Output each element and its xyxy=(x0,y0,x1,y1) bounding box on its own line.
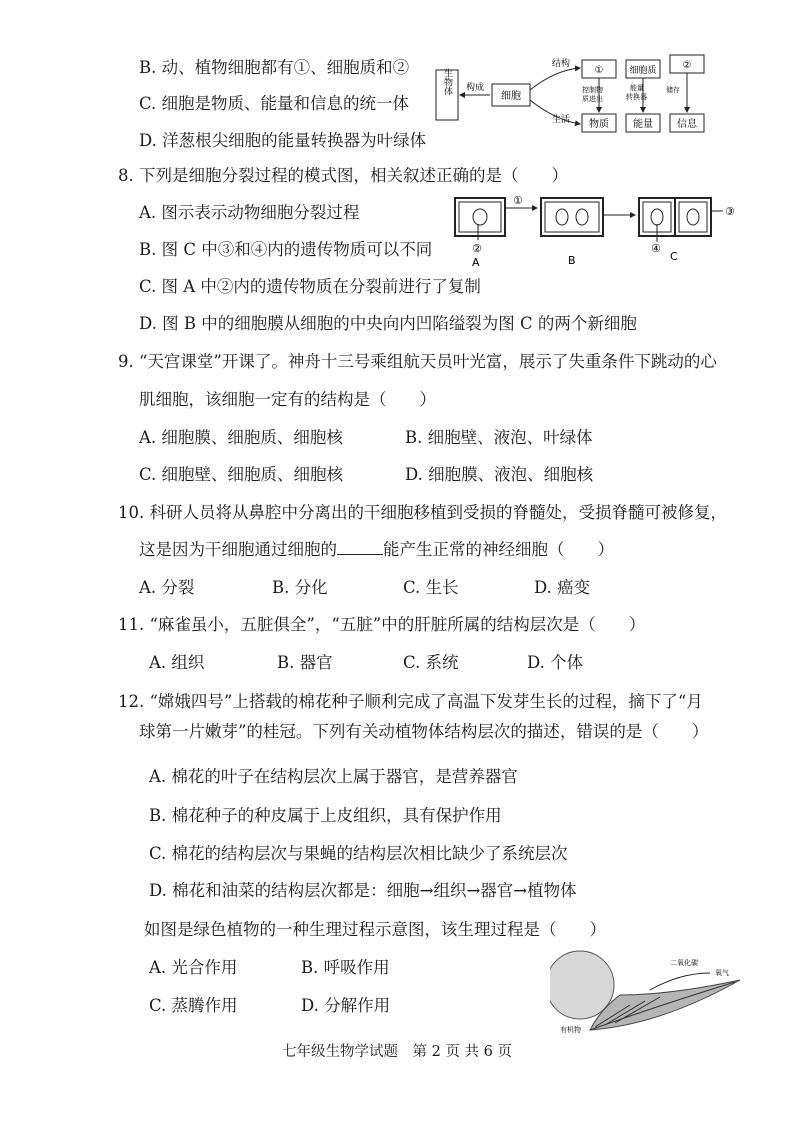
q10-option-a: A. 分裂 xyxy=(139,578,195,597)
cell-a-membrane xyxy=(459,202,501,232)
control-label-1: 控制物 xyxy=(582,86,603,94)
q8-option-b: B. 图 C 中③和④内的遗传物质可以不同 xyxy=(139,240,433,259)
q7-option-d: D. 洋葱根尖细胞的能量转换器为叶绿体 xyxy=(139,131,427,150)
marker-1: ① xyxy=(513,194,523,207)
store-label: 储存 xyxy=(666,86,680,94)
q12-stem-line2: 球第一片嫩芽”的桂冠。下列有关动植物体结构层次的描述，错误的是（ ） xyxy=(139,722,709,741)
q9-number: 9. xyxy=(118,352,134,371)
q12-option-c: C. 棉花的结构层次与果蝇的结构层次相比缺少了系统层次 xyxy=(149,844,568,863)
energy-converter-label-2: 转换器 xyxy=(626,93,647,101)
q9-stem-text-1: “天宫课堂”开课了。神舟十三号乘组航天员叶光富，展示了失重条件下跳动的心 xyxy=(139,352,717,371)
q7-cell-concept-diagram xyxy=(430,50,730,140)
cytoplasm-label: 细胞质 xyxy=(629,66,657,76)
q10-option-d: D. 癌变 xyxy=(534,578,591,597)
q8-stem-text: 下列是细胞分裂过程的模式图，相关叙述正确的是（ ） xyxy=(139,166,568,185)
q11-option-b: B. 器官 xyxy=(277,653,333,672)
q13-option-a: A. 光合作用 xyxy=(149,958,238,977)
box-2-label: ② xyxy=(682,60,692,71)
cell-label: 细胞 xyxy=(501,91,521,102)
q9-option-b: B. 细胞壁、液泡、叶绿体 xyxy=(405,428,593,447)
q13-option-d: D. 分解作用 xyxy=(301,996,391,1015)
q10-answer-blank[interactable] xyxy=(337,540,383,555)
q10-stem-line1: 10. 科研人员将从鼻腔中分离出的干细胞移植到受损的脊髓处，受损脊髓可被修复， xyxy=(118,503,727,522)
q11-stem: 11. “麻雀虽小，五脏俱全”，“五脏”中的肝脏所属的结构层次是（ ） xyxy=(118,615,646,634)
cell-c-nucleus-2 xyxy=(687,209,699,225)
q9-option-c: C. 细胞壁、细胞质、细胞核 xyxy=(139,465,344,484)
q13-option-c: C. 蒸腾作用 xyxy=(149,996,238,1015)
cell-b-membrane xyxy=(545,202,599,232)
label-oxygen: 氧气 xyxy=(715,969,729,977)
q11-option-a: A. 组织 xyxy=(149,653,205,672)
q9-option-a: A. 细胞膜、细胞质、细胞核 xyxy=(139,428,343,447)
q9-option-d: D. 细胞膜、液泡、细胞核 xyxy=(405,465,594,484)
control-label-2: 质进出 xyxy=(582,95,603,103)
q8-stem xyxy=(118,165,568,187)
q13-leaf-process-diagram xyxy=(550,935,750,1035)
energy-converter-label-1: 能量 xyxy=(630,84,644,92)
page-footer: 七年级生物学试题 第 2 页 共 6 页 xyxy=(282,1044,512,1060)
constitute-label: 构成 xyxy=(465,83,485,93)
q9-stem-line2: 肌细胞，该细胞一定有的结构是（ ） xyxy=(139,390,436,409)
q11-option-c: C. 系统 xyxy=(403,653,459,672)
q7-option-b: B. 动、植物细胞都有①、细胞质和② xyxy=(139,58,410,77)
q8-number: 8. xyxy=(118,166,134,185)
q8-cell-division-diagram xyxy=(445,190,745,270)
q7-option-c: C. 细胞是物质、能量和信息的统一体 xyxy=(139,94,410,113)
q8-option-a: A. 图示表示动物细胞分裂过程 xyxy=(139,203,360,222)
structure-label: 结构 xyxy=(552,59,571,69)
cell-b-wall xyxy=(541,198,603,236)
q10-option-c: C. 生长 xyxy=(403,578,459,597)
q8-option-c: C. 图 A 中②内的遗传物质在分裂前进行了复制 xyxy=(139,277,481,296)
q12-option-a: A. 棉花的叶子在结构层次上属于器官，是营养器官 xyxy=(149,767,518,786)
q10-stem-text-b: 能产生正常的神经细胞（ ） xyxy=(383,540,614,559)
marker-4: ④ xyxy=(651,242,661,255)
marker-3: ③ xyxy=(725,205,735,218)
q8-option-d: D. 图 B 中的细胞膜从细胞的中央向内凹陷缢裂为图 C 的两个新细胞 xyxy=(139,314,637,333)
cell-b-nucleus-1 xyxy=(556,209,568,225)
cell-a-wall xyxy=(455,198,505,236)
q12-option-b: B. 棉花种子的种皮属于上皮组织，具有保护作用 xyxy=(149,806,502,825)
q13-option-b: B. 呼吸作用 xyxy=(301,958,390,977)
label-organic-matter: 有机物 xyxy=(560,1026,581,1034)
q13-stem: 如图是绿色植物的一种生理过程示意图，该生理过程是（ ） xyxy=(144,920,606,939)
life-label: 生活 xyxy=(552,115,571,125)
info-label: 信息 xyxy=(677,119,697,130)
q10-option-b: B. 分化 xyxy=(272,578,328,597)
q10-stem-text-a: 这是因为干细胞通过细胞的 xyxy=(139,540,337,559)
energy-label: 能量 xyxy=(633,119,653,130)
q10-stem-line2 xyxy=(139,539,614,561)
q9-stem-line1 xyxy=(118,351,717,373)
organism-label: 生物体 xyxy=(442,68,452,96)
q11-option-d: D. 个体 xyxy=(527,653,584,672)
marker-2: ② xyxy=(472,242,482,255)
matter-label: 物质 xyxy=(589,119,609,130)
box-1-label: ① xyxy=(594,65,604,76)
cell-a-nucleus xyxy=(473,209,487,225)
label-a: A xyxy=(472,256,480,269)
label-carbon-dioxide: 二氧化碳 xyxy=(670,959,698,967)
cell-b-nucleus-2 xyxy=(576,209,588,225)
q12-option-d: D. 棉花和油菜的结构层次都是：细胞→组织→器官→植物体 xyxy=(149,881,577,900)
label-b: B xyxy=(568,254,576,267)
q12-stem-line1: 12. “嫦娥四号”上搭载的棉花种子顺利完成了高温下发芽生长的过程，摘下了“月 xyxy=(118,692,703,711)
cell-c-membrane-right xyxy=(679,202,707,232)
label-c: C xyxy=(670,250,678,263)
cell-c-nucleus-1 xyxy=(651,209,663,225)
